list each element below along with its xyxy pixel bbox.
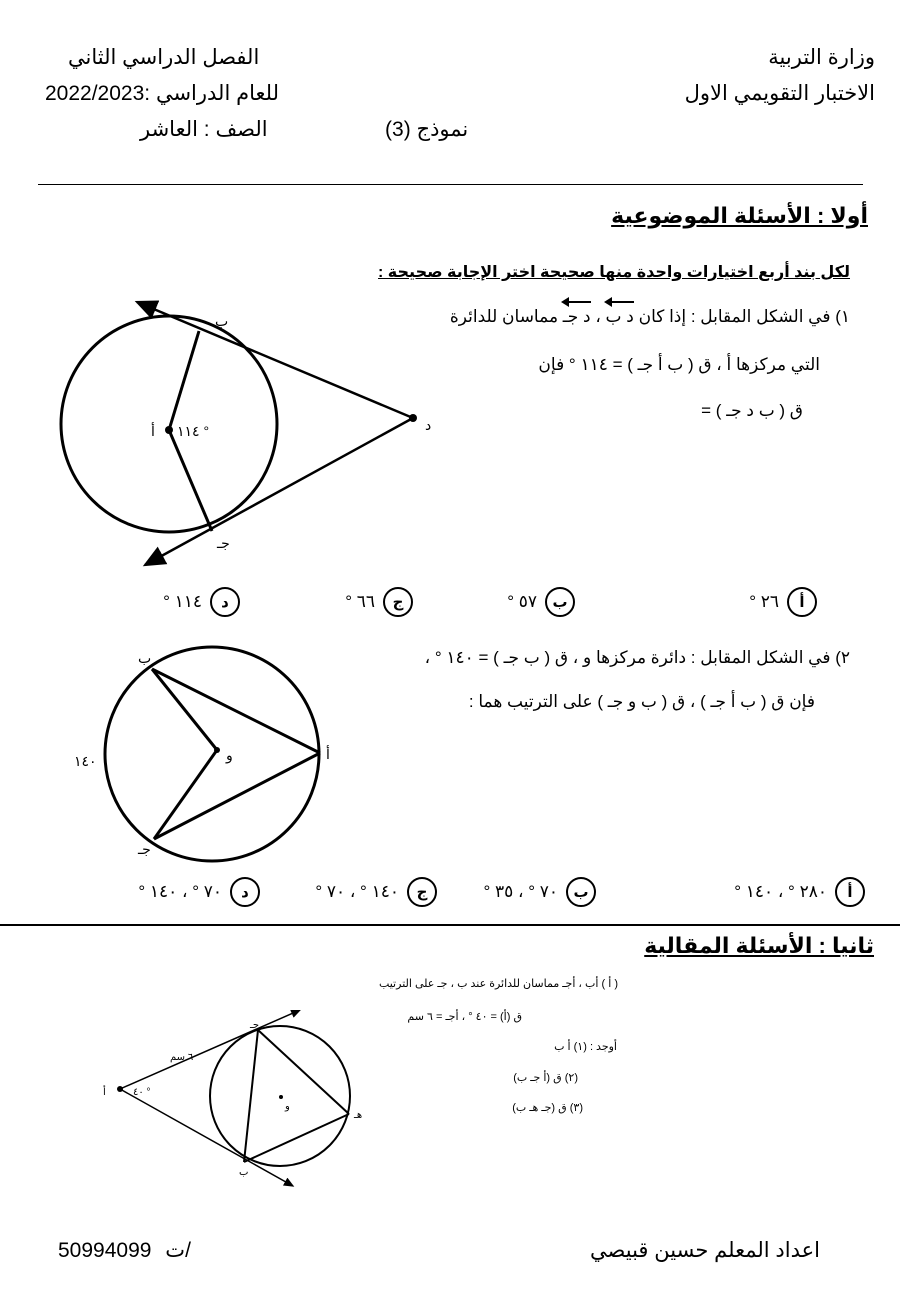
- q1-label-angle: ١١٤ °: [177, 423, 210, 439]
- essay-line2: ق (أ) = ٤٠ ° ، أجـ = ٦ سم: [407, 1011, 522, 1023]
- q2-radius-ob: [152, 669, 217, 750]
- section1-instruction: لكل بند أربع اختيارات واحدة منها صحيحة اختر الإجابة صحيحة :: [378, 264, 850, 281]
- essay-chord-ch: [258, 1030, 349, 1114]
- q1-option-a-text: ٢٦ °: [749, 592, 779, 611]
- q1-option-b[interactable]: [507, 587, 575, 617]
- q2-number: ٢): [835, 648, 850, 667]
- essay-label-len: ٦ سم: [170, 1052, 194, 1063]
- q2-line1: [425, 648, 850, 668]
- exam-title: الاختبار التقويمي الاول: [684, 82, 875, 105]
- q2-option-b[interactable]: [483, 877, 596, 907]
- q1-line3: ق ( ب د جـ ) =: [701, 401, 803, 420]
- essay-label-o: و: [285, 1101, 290, 1112]
- essay-label-h: هـ: [354, 1110, 363, 1121]
- q1-point-d: [409, 414, 417, 422]
- essay-label-c: جـ: [250, 1020, 260, 1031]
- q2-option-d-text: ٧٠ ° ، ١٤٠ °: [138, 882, 222, 901]
- section-divider: [0, 924, 900, 926]
- essay-tangent-ac: [120, 1010, 300, 1089]
- q1-option-b-text: ٥٧ °: [507, 592, 537, 611]
- q1-text-b: مماسان للدائرة: [449, 307, 559, 326]
- essay-tangent-ab: [120, 1089, 293, 1186]
- section1-title: أولا : الأسئلة الموضوعية: [611, 203, 868, 228]
- q1-label-c: جـ: [217, 535, 230, 551]
- q1-sep: ،: [595, 307, 601, 326]
- author: اعداد المعلم حسين قبيصي: [590, 1239, 820, 1262]
- essay-chord-cb: [244, 1030, 258, 1162]
- essay-chord-bh: [244, 1114, 349, 1162]
- q2-option-c-text: ١٤٠ ° ، ٧٠ °: [315, 882, 399, 901]
- q2-label-c: جـ: [138, 841, 151, 857]
- essay-label-b: ب: [239, 1167, 249, 1178]
- q2-chord-ba: [152, 669, 320, 753]
- essay-label-angle: ٤٠ °: [133, 1087, 151, 1098]
- q1-option-a[interactable]: [749, 587, 817, 617]
- q1-line1: [450, 307, 850, 327]
- q1-number: ١): [835, 307, 850, 326]
- q2-chord-ca: [154, 753, 320, 839]
- q2-label-o: و: [226, 747, 233, 763]
- q1-radius-ac: [169, 430, 212, 531]
- ministry-name: وزارة التربية: [768, 46, 875, 69]
- q2-label-a: أ: [326, 746, 330, 762]
- essay-item3: (٣) ق (جـ هـ ب): [512, 1102, 583, 1114]
- q1-label-a: أ: [151, 423, 155, 439]
- essay-item2: (٢) ق (أ جـ ب): [513, 1072, 578, 1084]
- essay-point-a: [117, 1086, 123, 1092]
- q1-option-c-letter: ج: [383, 587, 413, 617]
- header-divider: [38, 184, 863, 185]
- q2-figure: [70, 645, 350, 870]
- q2-center-o: [214, 747, 220, 753]
- q2-label-b: ب: [138, 650, 152, 666]
- q2-option-b-letter: ب: [566, 877, 596, 907]
- q1-option-d-letter: د: [210, 587, 240, 617]
- q1-ray-dc: د جـ: [562, 307, 591, 326]
- q1-text-a: في الشكل المقابل : إذا كان: [638, 307, 831, 326]
- q1-ray-db: د ب: [605, 307, 634, 326]
- essay-label-a: أ: [103, 1087, 106, 1098]
- q1-label-b: ب: [215, 313, 229, 329]
- essay-center-o: [279, 1095, 283, 1099]
- model-number: نموذج (3): [385, 118, 469, 141]
- q2-option-a-letter: أ: [835, 877, 865, 907]
- q2-radius-oc: [154, 750, 217, 839]
- phone-label: ت/: [165, 1239, 191, 1262]
- q1-option-c-text: ٦٦ °: [345, 592, 375, 611]
- semester: الفصل الدراسي الثاني: [68, 46, 260, 69]
- q2-option-d[interactable]: [138, 877, 260, 907]
- q2-option-b-text: ٧٠ ° ، ٣٥ °: [483, 882, 558, 901]
- q1-radius-ab: [169, 331, 199, 430]
- q1-option-c[interactable]: [345, 587, 413, 617]
- phone: [58, 1238, 191, 1263]
- q2-option-c[interactable]: [315, 877, 437, 907]
- q2-circle: [105, 647, 319, 861]
- q1-label-d: د: [425, 417, 432, 433]
- q1-tangent-dc: [145, 418, 413, 565]
- q1-center-a: [165, 426, 173, 434]
- q1-option-b-letter: ب: [545, 587, 575, 617]
- q2-option-a-text: ٢٨٠ ° ، ١٤٠ °: [734, 882, 827, 901]
- q1-option-a-letter: أ: [787, 587, 817, 617]
- q2-label-arc: ١٤٠: [74, 753, 97, 769]
- q1-line2: التي مركزها أ ، ق ( ب أ جـ ) = ١١٤ ° فإن: [538, 355, 820, 374]
- q2-text: في الشكل المقابل : دائرة مركزها و ، ق ( ب جـ ) = ١٤٠ ° ،: [424, 648, 831, 667]
- phone-number: 50994099: [58, 1239, 152, 1262]
- q2-option-c-letter: ج: [407, 877, 437, 907]
- q1-option-d-text: ١١٤ °: [163, 592, 202, 611]
- essay-figure: [95, 1010, 375, 1200]
- grade: الصف : العاشر: [140, 118, 268, 141]
- essay-line1: ( أ ) أب ، أجـ مماسان للدائرة عند ب ، جـ على الترتيب: [378, 978, 618, 990]
- q1-figure: [55, 290, 435, 580]
- q2-option-a[interactable]: [734, 877, 865, 907]
- q2-option-d-letter: د: [230, 877, 260, 907]
- essay-find: أوجد : (١) أ ب: [554, 1041, 617, 1053]
- section2-title: ثانيا : الأسئلة المقالية: [644, 933, 874, 958]
- q1-option-d[interactable]: [163, 587, 240, 617]
- q2-line2: فإن ق ( ب أ جـ ) ، ق ( ب و جـ ) على الترتيب هما :: [468, 692, 815, 711]
- school-year: للعام الدراسي :2022/2023: [45, 82, 279, 105]
